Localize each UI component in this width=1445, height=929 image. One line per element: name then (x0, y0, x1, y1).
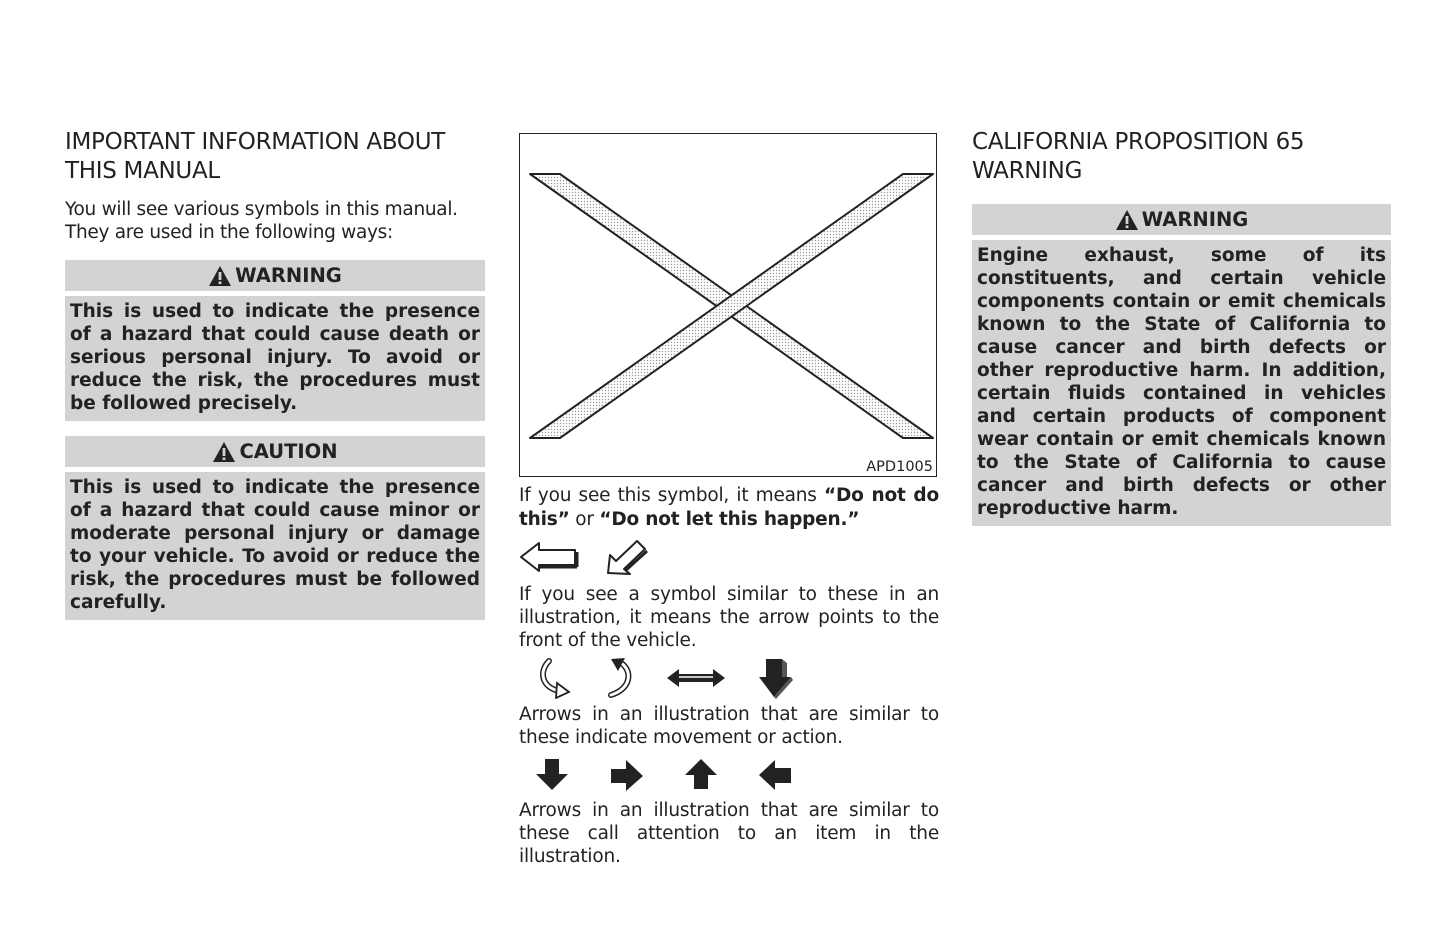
warning-box (65, 260, 485, 421)
double-arrow-icon (665, 666, 727, 690)
left-column (65, 128, 485, 620)
prop65-warning-header (972, 204, 1391, 235)
caution-label: CAUTION (239, 440, 338, 463)
front-arrow-explanation: If you see a symbol similar to these in an illustration, it means the arrow points to the front of the vehicle. (519, 584, 939, 651)
manual-info-title: IMPORTANT INFORMATION ABOUT THIS MANUAL (65, 129, 446, 184)
middle-column (519, 133, 939, 868)
arrow-right-icon (609, 757, 645, 793)
do-not-figure (519, 133, 937, 477)
do-not-explanation: If you see this symbol, it means “Do not do this” or “Do not let this happen.” (519, 485, 939, 530)
warning-text: This is used to indicate the presence of a hazard that could cause death or serious personal injury. To avoid or reduce the risk, the procedures must be followed precisely. (65, 296, 485, 421)
down-arrow-3d-icon (757, 657, 795, 699)
attention-arrows-row (519, 755, 939, 795)
caution-box (65, 436, 485, 620)
caution-text: This is used to indicate the presence of a hazard that could cause minor or moderate personal injury or damage to your vehicle. To avoid or reduce the risk, the procedures must be followed carefully. (65, 472, 485, 620)
attention-explanation: Arrows in an illustration that are similar to these call attention to an item in the illustration. (519, 800, 939, 867)
movement-explanation: Arrows in an illustration that are similar to these indicate movement or action. (519, 704, 939, 748)
figure-code: APD1005 (866, 459, 933, 475)
prop65-warning-text: Engine exhaust, some of its constituents, and certain vehicle components contain or emit chemicals known to the State of California to cause cancer and birth defects or other reproductive harm. In addition, certain fluids contained in vehicles and certain products of component wear contain or emit chemicals known to the State of California to cause cancer and birth defects or other reproductive harm. (972, 240, 1391, 526)
caution-header (65, 436, 485, 467)
prop65-title: CALIFORNIA PROPOSITION 65 WARNING (972, 129, 1305, 184)
x-cross-icon (520, 134, 938, 478)
manual-intro: You will see various symbols in this manual. They are used in the following ways: (65, 199, 458, 243)
front-arrow-left-icon (519, 540, 579, 574)
warning-triangle-icon (1115, 209, 1139, 231)
prop65-warning-box (972, 204, 1391, 526)
front-arrow-diagonal-icon (605, 538, 655, 576)
prop65-warning-label: WARNING (1141, 208, 1249, 231)
arrow-down-icon (534, 757, 570, 793)
front-arrows-row (519, 540, 939, 574)
movement-arrows-row (519, 656, 939, 700)
warning-label: WARNING (235, 264, 342, 287)
warning-triangle-icon (212, 441, 236, 463)
curved-arrow-right-icon (603, 657, 639, 699)
right-column (972, 128, 1391, 526)
warning-header (65, 260, 485, 291)
arrow-up-icon (683, 757, 719, 793)
curved-arrow-left-icon (537, 657, 577, 699)
arrow-left-icon (757, 757, 793, 793)
warning-triangle-icon (208, 265, 232, 287)
